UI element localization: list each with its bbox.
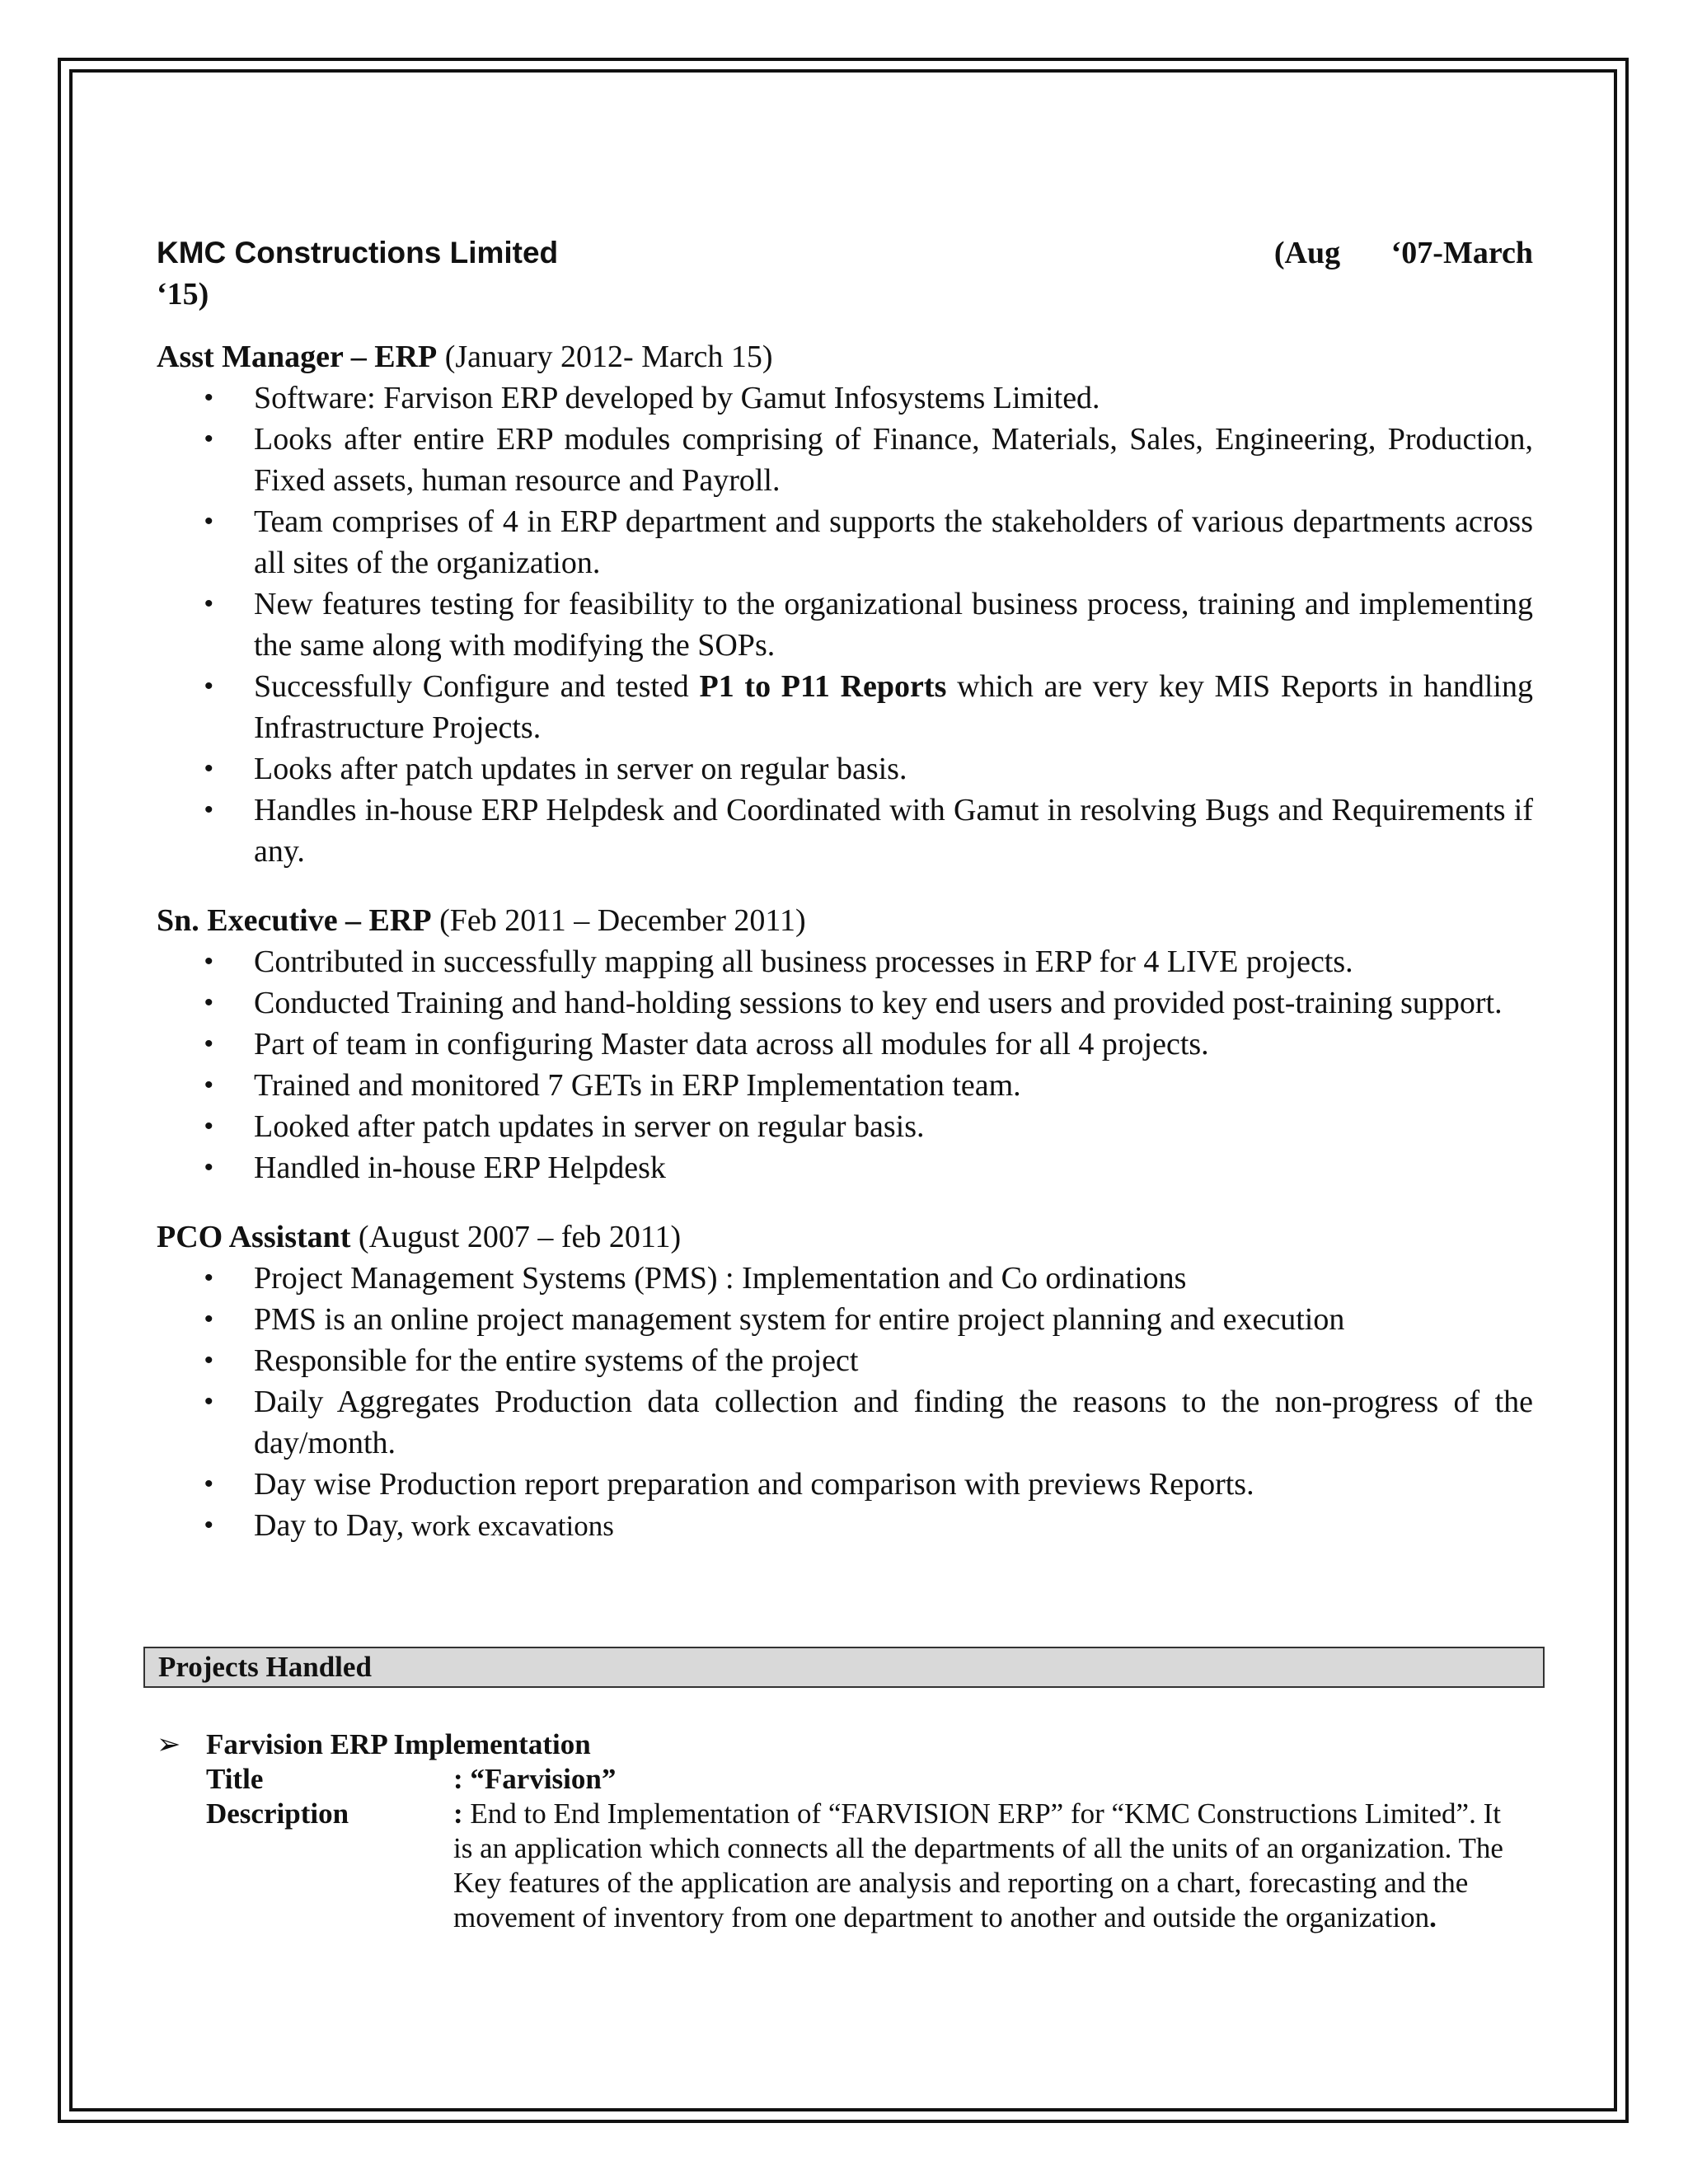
list-item: • Team comprises of 4 in ERP department and supports the stakeholders of various departments across all sites of the organization. (254, 501, 1533, 583)
list-item: • Responsible for the entire systems of the project (254, 1340, 1533, 1381)
projects-handled-header: Projects Handled (143, 1647, 1545, 1688)
list-item: • Looked after patch updates in server on regular basis. (254, 1106, 1533, 1147)
project-description-label: Description (206, 1797, 349, 1830)
list-item: • Daily Aggregates Production data collection and finding the reasons to the non-progress of the day/month. (254, 1381, 1533, 1464)
list-item: • Software: Farvison ERP developed by Gamut Infosystems Limited. (254, 377, 1533, 419)
list-item: • Day wise Production report preparation and comparison with previews Reports. (254, 1464, 1533, 1505)
list-item: • Looks after entire ERP modules comprising of Finance, Materials, Sales, Engineering, Production, Fixed assets, human resource and Payroll. (254, 419, 1533, 501)
list-item: • Conducted Training and hand-holding sessions to key end users and provided post-training support. (254, 982, 1533, 1024)
project-title-label: Title (206, 1763, 264, 1795)
list-item: • Day to Day, work excavations (254, 1505, 1533, 1547)
list-item: • New features testing for feasibility to the organizational business process, training and implementing the same along with modifying the SOPs. (254, 583, 1533, 666)
role-asst-manager-bullets (157, 377, 1533, 872)
role-sn-executive (157, 900, 1533, 941)
list-item: • Handles in-house ERP Helpdesk and Coordinated with Gamut in resolving Bugs and Requirements if any. (254, 790, 1533, 872)
role-pco-assistant-bullets (157, 1258, 1533, 1547)
role-asst-manager (157, 336, 1533, 377)
company-line (157, 232, 1533, 274)
role-pco-assistant (157, 1216, 1533, 1258)
project-title-row (157, 1762, 1533, 1797)
company-period-continued: ‘15) (157, 277, 209, 312)
role-title: Asst Manager – ERP (157, 340, 438, 374)
list-item: • PMS is an online project management system for entire project planning and execution (254, 1299, 1533, 1340)
project-description-row (157, 1797, 1533, 1935)
experience-section (157, 232, 1533, 1547)
list-item: • Looks after patch updates in server on regular basis. (254, 748, 1533, 790)
project-heading (157, 1727, 1533, 1762)
project-description-value: : End to End Implementation of “FARVISION ERP” for “KMC Constructions Limited”. It is an application which connects all the departments of all the units of an organization. The Key features of the application are analysis and reporting on a chart, forecasting and the movement of inventory from one department to another and outside the organization. (453, 1797, 1503, 1933)
list-item: • Part of team in configuring Master data across all modules for all 4 projects. (254, 1024, 1533, 1065)
list-item: • Project Management Systems (PMS) : Implementation and Co ordinations (254, 1258, 1533, 1299)
role-title: Sn. Executive – ERP (157, 903, 432, 938)
project-title-value: : “Farvision” (453, 1763, 617, 1795)
arrow-bullet-icon: ➢ (157, 1728, 181, 1760)
list-item: • Successfully Configure and tested P1 to P11 Reports which are very key MIS Reports in handling Infrastructure Projects. (254, 666, 1533, 748)
list-item: • Handled in-house ERP Helpdesk (254, 1147, 1533, 1188)
project-name: Farvision ERP Implementation (206, 1728, 591, 1760)
role-dates: (Feb 2011 – December 2011) (439, 903, 806, 938)
list-item: • Trained and monitored 7 GETs in ERP Implementation team. (254, 1065, 1533, 1106)
role-dates: (August 2007 – feb 2011) (358, 1220, 682, 1254)
role-title: PCO Assistant (157, 1220, 351, 1254)
company-name: KMC Constructions Limited (157, 236, 559, 269)
list-item: • Contributed in successfully mapping all business processes in ERP for 4 LIVE projects. (254, 941, 1533, 982)
company-period: (Aug ‘07-March (1273, 236, 1533, 270)
projects-section (157, 1727, 1533, 1935)
role-dates: (January 2012- March 15) (444, 340, 773, 374)
role-sn-executive-bullets (157, 941, 1533, 1188)
